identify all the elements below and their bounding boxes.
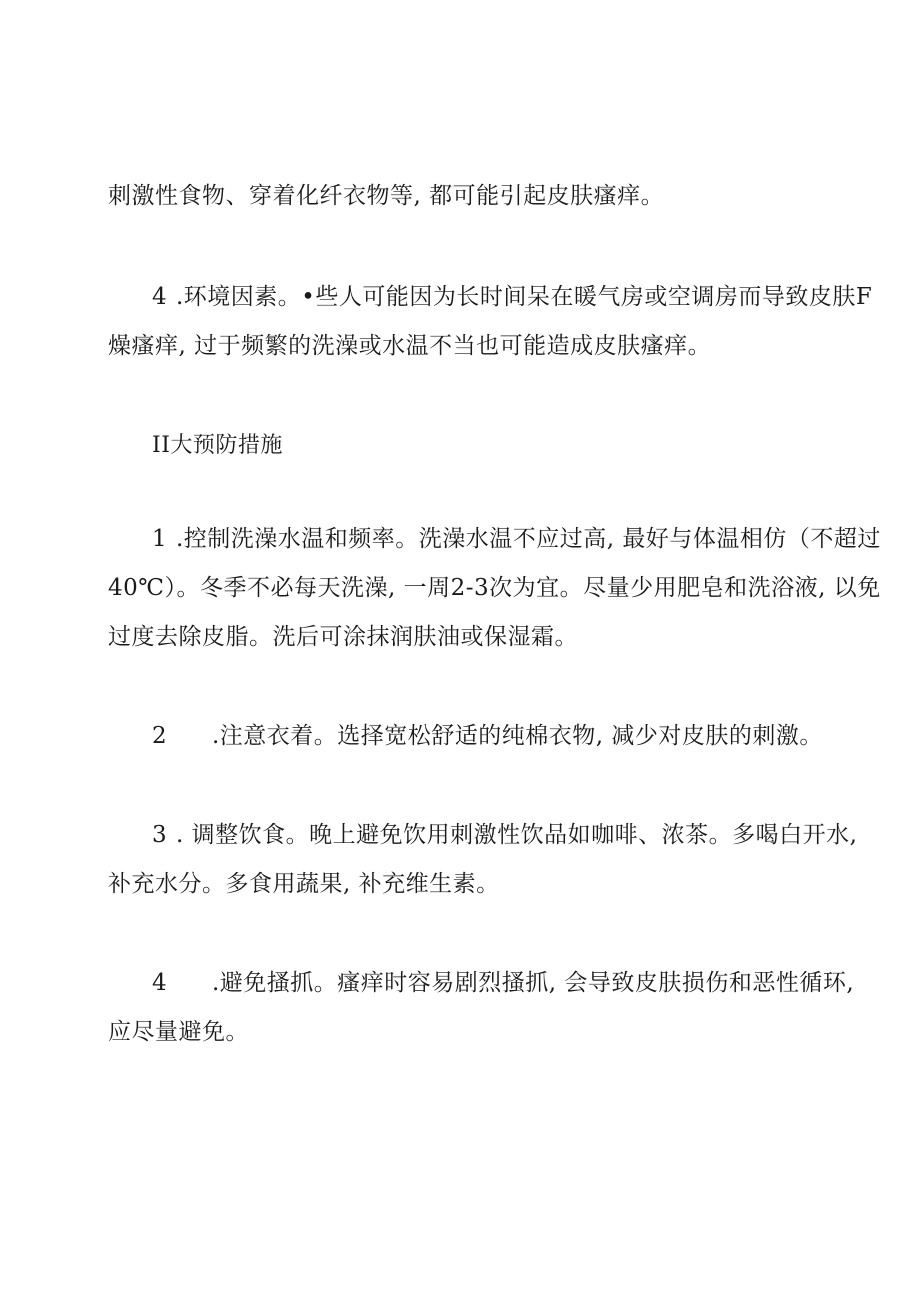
intro-tail-text: 刺激性食物、穿着化纤衣物等, 都可能引起皮肤瘙痒。 — [108, 183, 665, 209]
paragraph-line — [108, 181, 664, 211]
prevention-item-3-line-2 — [108, 869, 500, 899]
prevention-item-2-text-1: .注意衣着。选择宽松舒适的纯棉衣物, 减少对皮肤的刺激。 — [212, 723, 823, 749]
prevention-item-1-number: 1 — [152, 526, 168, 552]
prevention-item-4-number: 4 — [152, 970, 168, 996]
prevention-item-3-text-1: . 调整饮食。晚上避免饮用刺激性饮品如咖啡、浓茶。多喝白开水, — [176, 822, 858, 848]
cause-4-text-2: 燥瘙痒, 过于频繁的洗澡或水温不当也可能造成皮肤瘙痒。 — [108, 333, 712, 359]
prevention-item-3-text-2: 补充水分。多食用蔬果, 补充维生素。 — [108, 871, 500, 897]
prevention-item-1-text-1: .控制洗澡水温和频率。洗澡水温不应过高, 最好与体温相仿（不超过 — [176, 526, 881, 552]
prevention-item-1-text-2: 40℃）。冬季不必每天洗澡, 一周2-3次为宜。尽量少用肥皂和洗浴液, 以免 — [108, 575, 881, 601]
cause-4-line-2 — [108, 331, 711, 361]
prevention-item-3-line-1 — [152, 820, 857, 850]
prevention-item-4-text-2: 应尽量避免。 — [108, 1019, 249, 1045]
prevention-item-3-number: 3 — [152, 822, 168, 848]
prevention-item-4-text-1: .避免搔抓。瘙痒时容易剧烈搔抓, 会导致皮肤损伤和恶性循环, — [212, 970, 855, 996]
prevention-item-4-line-1 — [152, 968, 854, 998]
prevention-item-2-line-1 — [152, 721, 823, 751]
cause-4-line-1 — [152, 282, 872, 312]
section-heading — [152, 431, 283, 461]
prevention-item-1-line-2 — [108, 573, 881, 603]
prevention-item-1-line-1 — [152, 524, 881, 554]
prevention-item-2-number: 2 — [152, 723, 168, 749]
section-heading-text: II大预防措施 — [152, 433, 283, 458]
prevention-item-1-text-3: 过度去除皮脂。洗后可涂抹润肤油或保湿霜。 — [108, 624, 578, 650]
cause-4-text-1: .环境因素。•些人可能因为长时间呆在暖气房或空调房而导致皮肤F — [176, 284, 873, 310]
prevention-item-4-line-2 — [108, 1017, 249, 1047]
cause-4-number: 4 — [152, 284, 168, 310]
prevention-item-1-line-3 — [108, 622, 578, 652]
